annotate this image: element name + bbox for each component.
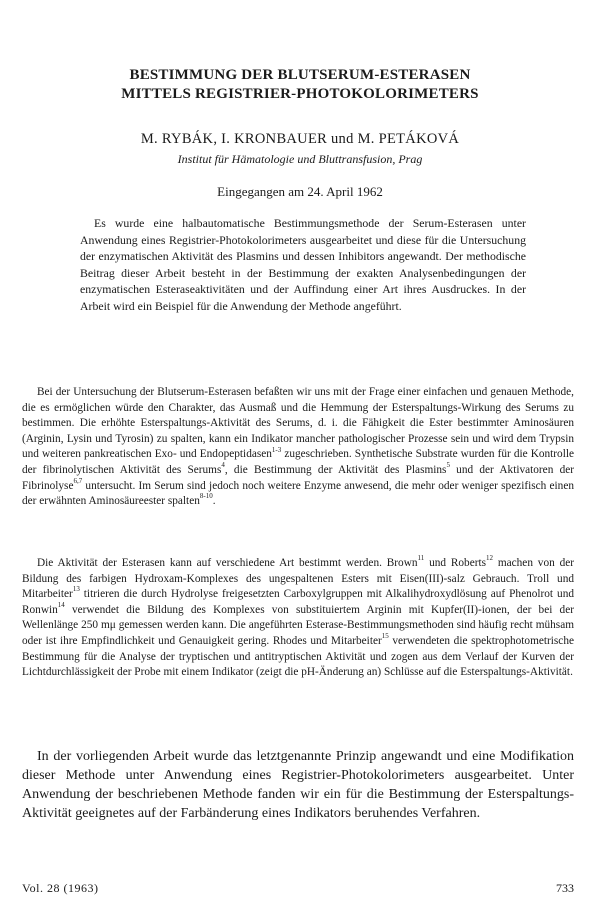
page-number: 733 <box>556 881 574 895</box>
text-segment: Die Aktivität der Esterasen kann auf verschiedene Art bestimmt werden. Brown <box>37 557 418 569</box>
title-line-1: BESTIMMUNG DER BLUTSERUM-ESTERASEN <box>129 67 471 83</box>
authors: M. RYBÁK, I. KRONBAUER und M. PETÁKOVÁ <box>140 131 460 147</box>
citation: 1-3 <box>271 445 282 454</box>
citation: 13 <box>72 585 80 594</box>
paper-title <box>0 66 600 104</box>
citation: 11 <box>417 554 425 563</box>
text-segment: untersucht. Im Serum sind jedoch noch weitere Enzyme anwesend, die mehr oder weniger spezifisch einen der erwähnten Aminosäureester spalten <box>22 479 574 508</box>
body-paragraph-3: In der vorliegenden Arbeit wurde das letztgenannte Prinzip angewandt und eine Modifikation dieser Methode unter Anwendung eines Registrier-Photokolorimeters ausgearbeitet. Unter Anwendung der beschriebenen Methode fanden wir ein für die Bestimmung der Esterspaltungs-Aktivität geeignetes auf der Farbänderung eines Indikators beruhendes Verfahren. <box>22 749 574 821</box>
citation: 4 <box>221 461 225 470</box>
title-line-2: MITTELS REGISTRIER-PHOTOKOLORIMETERS <box>121 86 479 102</box>
text-segment: und der Aktivatoren der Fibrinolyse <box>22 463 574 492</box>
text-segment: . <box>212 495 216 508</box>
citation: 6,7 <box>73 476 83 485</box>
text-segment: verwendeten die spektrophotometrische Bestimmung für die Analyse der tryptischen und antitryptischen Aktivität und zogen aus dem Verlauf der Kurven der Lichtdurchlässigkeit der Probe mit einem Indikator (zeigt die pH-Änderung an) Schlüsse auf die Esterspaltungs-Aktivität. <box>22 634 574 679</box>
abstract: Es wurde eine halbautomatische Bestimmungsmethode der Serum-Esterasen unter Anwendung eines Registrier-Photokolorimeters ausgearbeitet und diese für die Untersuchung der enzymatischen Aktivität des Plasmins und dessen Inhibitors angewandt. Der methodische Beitrag dieser Arbeit besteht in der Bestimmung der exakten Analysenbedingungen der enzymatischen Esteraseaktivitäten und der Auffindung einer Art ihres Ausdruckes. In der Arbeit wird ein Beispiel für die Anwendung der Methode angeführt. <box>80 216 526 313</box>
received-date: Eingegangen am 24. April 1962 <box>217 184 383 199</box>
text-segment: Bei der Untersuchung der Blutserum-Esterasen befaßten wir uns mit der Frage einer einfachen und genauen Methode, die es ermöglichen würde den Charakter, das Ausmaß und die Hemmung der Esterspaltungs-Wirkung des Serums zu bestimmen. Die erhöhte Esterspaltungs-Aktivität des Serums, d. i. die Fähigkeit die Ester bestimmter Aminosäuren (Arginin, Lysin und Tyrosin) zu spalten, kann ein Indikator mancher pathologischer Prozesse sein und wird dem Trypsin und weiteren pankreatischen Exo- und Endopeptidasen <box>22 386 574 461</box>
text-segment: , die Bestimmung der Aktivität des Plasmins <box>224 463 447 476</box>
citation: 15 <box>381 632 389 641</box>
text-segment: und Roberts <box>424 557 487 569</box>
body-paragraph-1 <box>22 385 574 510</box>
citation: 8-10 <box>199 492 213 501</box>
text-segment: machen von der Bildung des farbigen Hydroxam-Komplexes des ungespaltenen Esters mit Eisen(III)-salz Gebrauch. Troll und Mitarbeiter <box>22 557 575 601</box>
text-segment: zugeschrieben. Synthetische Substrate wurden für die Kontrolle der fibrinolytischen Aktivität des Serums <box>22 448 574 476</box>
text-segment: titrieren die durch Hydrolyse freigesetzten Carboxylgruppen mit Alkalihydroxydlösung auf Phenolrot und Ronwin <box>22 588 574 616</box>
text-segment: verwendet die Bildung des Komplexes von substituiertem Arginin mit Kupfer(II)-ionen, der bei der Wellenlänge 250 mμ gemessen werden kann. Die angeführten Esterase-Bestimmungsmethoden sind häufig recht mühsam oder ist ihre Empfindlichkeit und Genauigkeit gering. Rhodes und Mitarbeiter <box>22 603 574 647</box>
citation: 5 <box>446 461 450 470</box>
citation: 12 <box>486 554 494 563</box>
institute: Institut für Hämatologie und Bluttransfusion, Prag <box>177 152 423 166</box>
citation: 14 <box>57 601 65 610</box>
body-paragraph-2 <box>22 556 574 681</box>
volume-info: Vol. 28 (1963) <box>22 881 99 895</box>
